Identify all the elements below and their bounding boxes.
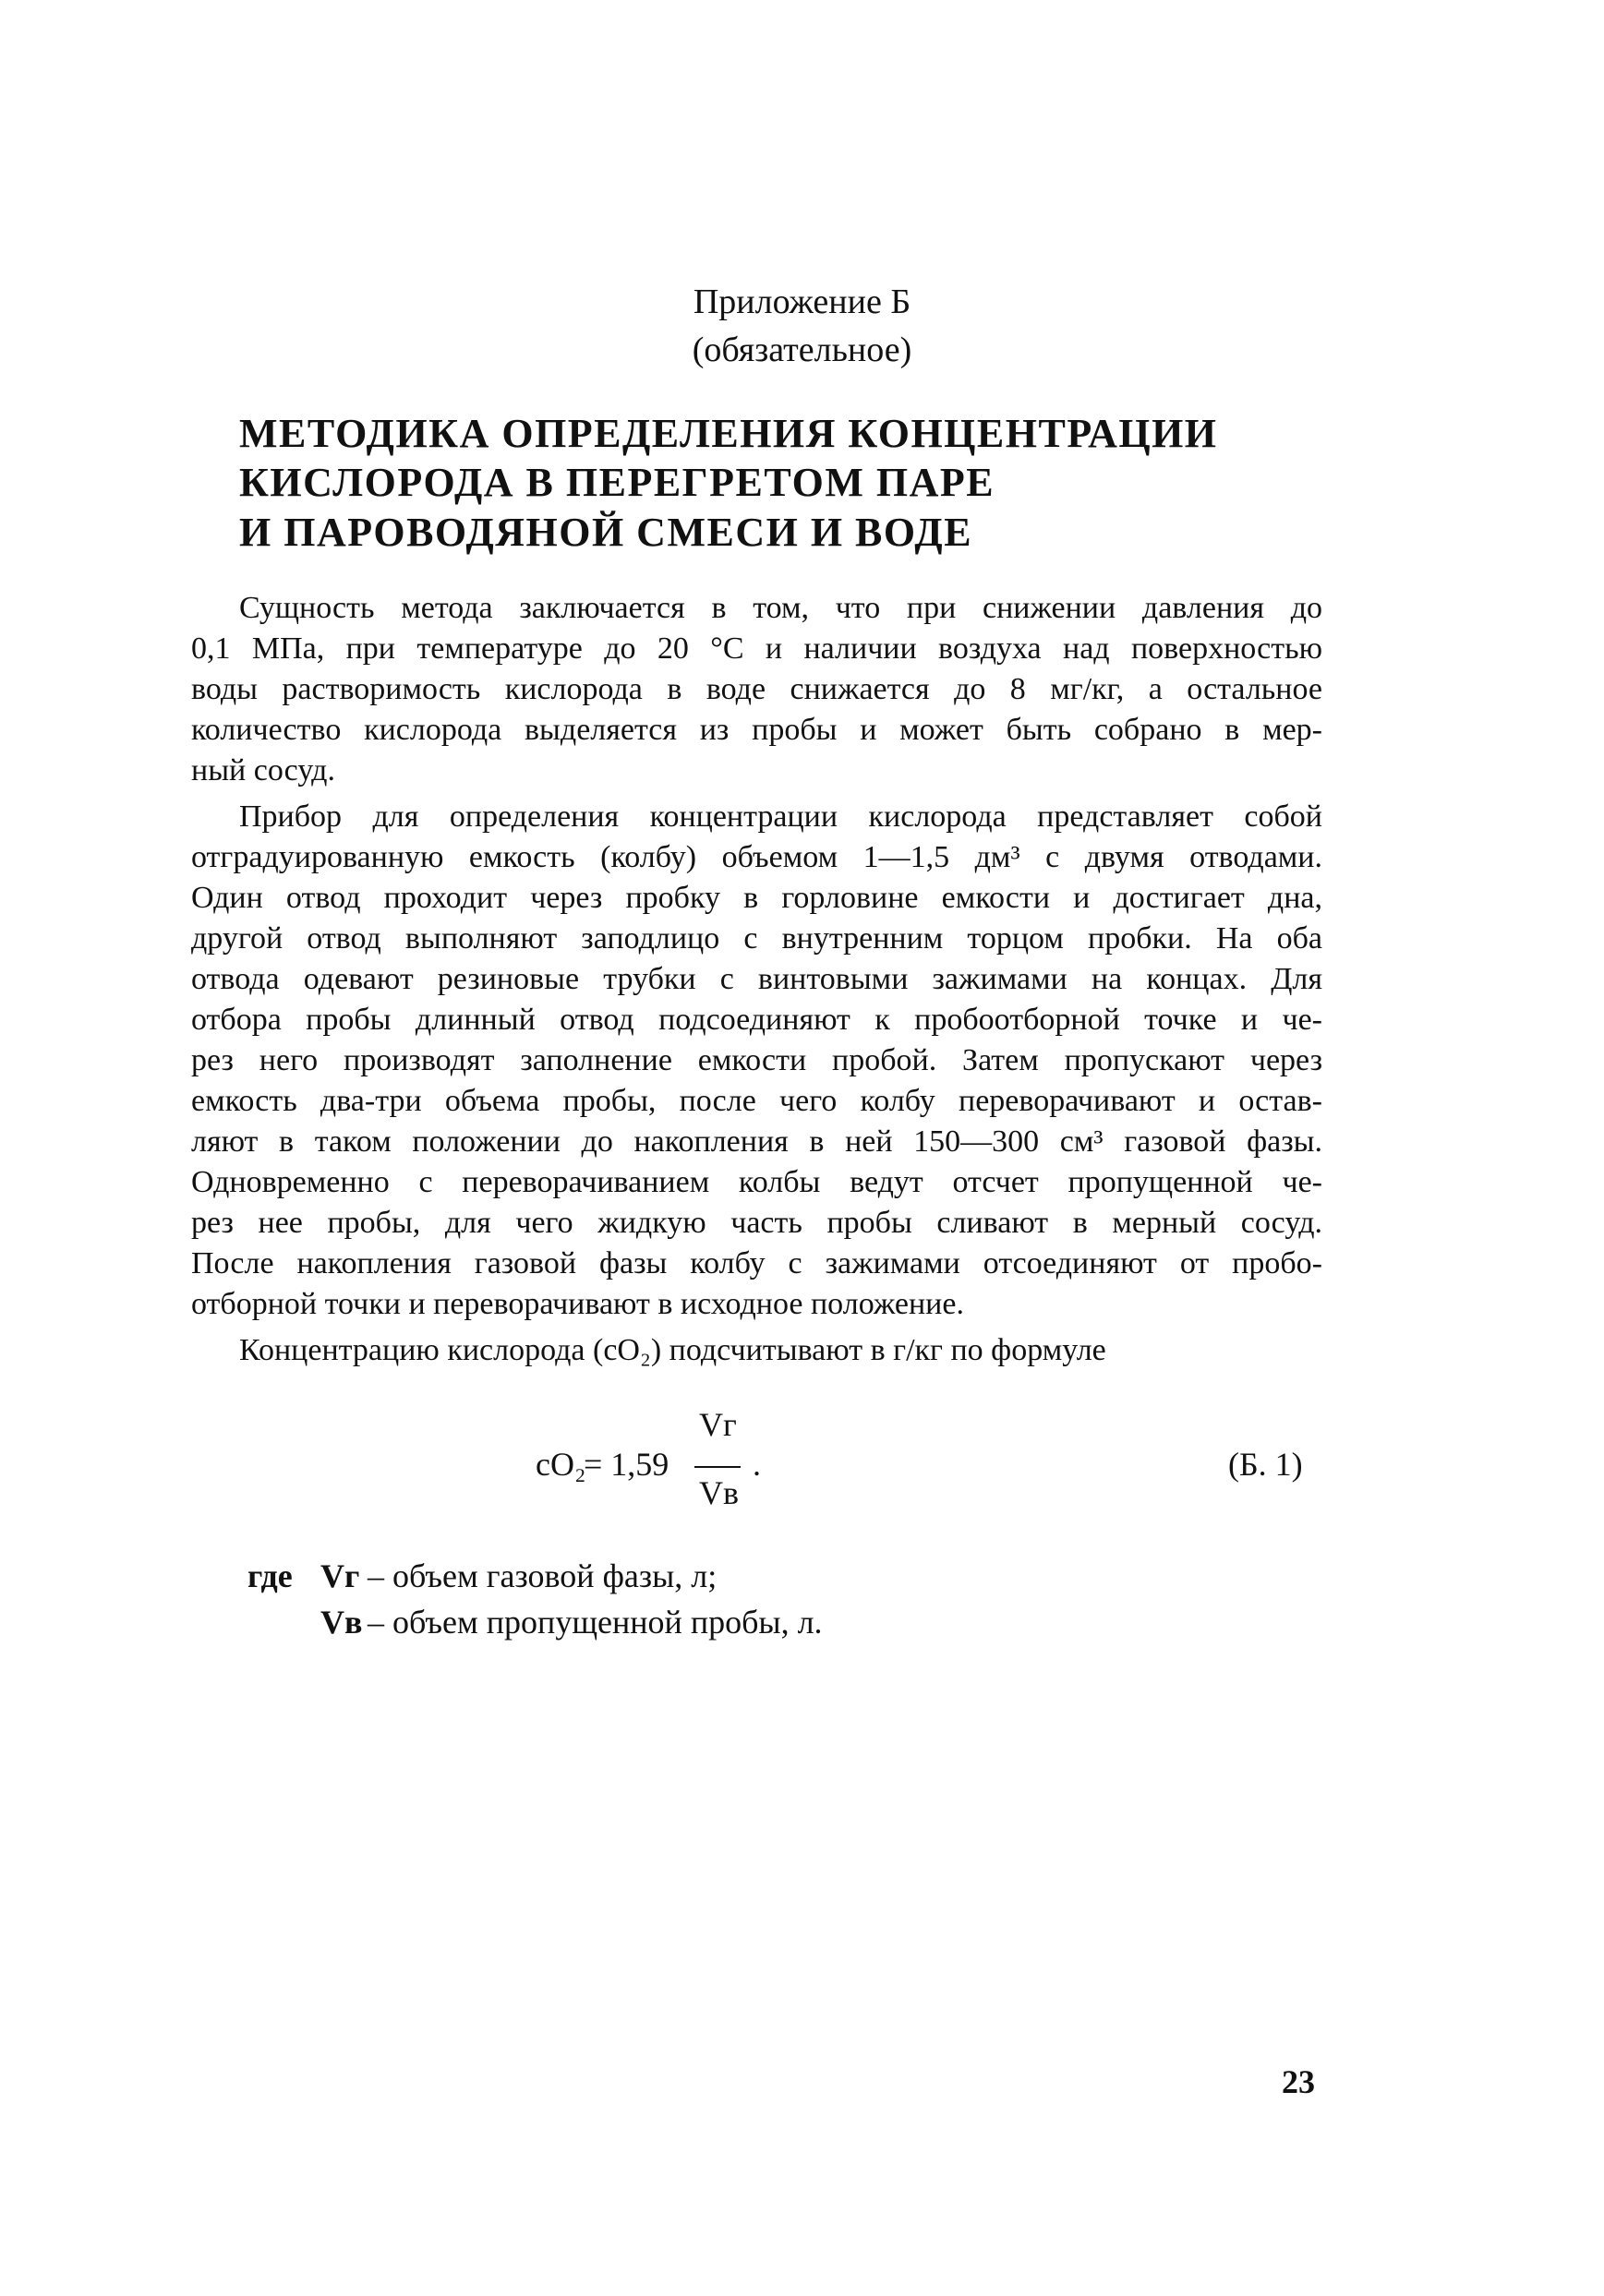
paragraph-line: отвода одевают резиновые трубки с винтовыми зажимами на концах. Для [191,962,1322,996]
formula-dot: . [753,1446,761,1483]
paragraph-line: емкость два-три объема пробы, после чего колбу переворачивают и остав- [191,1084,1322,1118]
section-heading-line: КИСЛОРОДА В ПЕРЕГРЕТОМ ПАРЕ [239,460,995,505]
paragraph-line: Один отвод проходит через пробку в горловине емкости и достигает дна, [191,881,1322,915]
formula-b1 [0,1394,1604,1523]
formula-denominator: Vв [699,1474,739,1511]
formula-number: (Б. 1) [1228,1446,1303,1483]
fraction-bar [694,1466,741,1468]
definition-text: – объем пропущенной пробы, л. [368,1604,823,1641]
paragraph-line: ляют в таком положении до накопления в ней 150—300 см³ газовой фазы. [191,1124,1322,1159]
formula-coefficient: = 1,59 [584,1446,669,1483]
definition-symbol: Vв [320,1604,363,1641]
appendix-status: (обязательное) [692,331,912,369]
paragraph-line: отбора пробы длинный отвод подсоединяют к пробоотборной точке и че- [191,1003,1322,1037]
page-number: 23 [1282,2063,1315,2100]
paragraph-line: отградуированную емкость (колбу) объемом 1—1,5 дм³ с двумя отводами. [191,840,1322,874]
paragraph-line: рез него производят заполнение емкости пробой. Затем пропускают через [191,1043,1322,1077]
paragraph-line: ный сосуд. [191,753,335,787]
section-heading-line: И ПАРОВОДЯНОЙ СМЕСИ И ВОДЕ [239,510,973,555]
formula-numerator: Vг [699,1406,737,1443]
paragraph-line: отборной точки и переворачивают в исходное положение. [191,1287,964,1321]
paragraph-line: После накопления газовой фазы колбу с зажимами отсоединяют от пробо- [191,1246,1322,1280]
definition-where: где [247,1557,293,1594]
formula-lhs: cO₂ [536,1446,586,1483]
paragraph-line: рез нее пробы, для чего жидкую часть пробы сливают в мерный сосуд. [191,1206,1322,1240]
definition-symbol: Vг [320,1557,360,1594]
paragraph-line: воды растворимость кислорода в воде снижается до 8 мг/кг, а остальное [191,672,1322,706]
paragraph-line: Одновременно с переворачиванием колбы ведут отсчет пропущенной че- [191,1165,1322,1199]
paragraph-line: другой отвод выполняют заподлицо с внутренним торцом пробки. На оба [191,921,1322,956]
paragraph-line: 0,1 МПа, при температуре до 20 °С и наличии воздуха над поверхностью [191,631,1322,666]
appendix-title: Приложение Б [693,282,911,321]
paragraph-line: Концентрацию кислорода (cO₂) подсчитывают в г/кг по формуле [239,1333,1106,1367]
paragraph-line: Сущность метода заключается в том, что при снижении давления до [239,591,1322,625]
paragraph-line: Прибор для определения концентрации кислорода представляет собой [239,799,1322,834]
paragraph-line: количество кислорода выделяется из пробы и может быть собрано в мер- [191,713,1322,747]
section-heading-line: МЕТОДИКА ОПРЕДЕЛЕНИЯ КОНЦЕНТРАЦИИ [239,411,1218,456]
definition-text: – объем газовой фазы, л; [368,1557,718,1594]
